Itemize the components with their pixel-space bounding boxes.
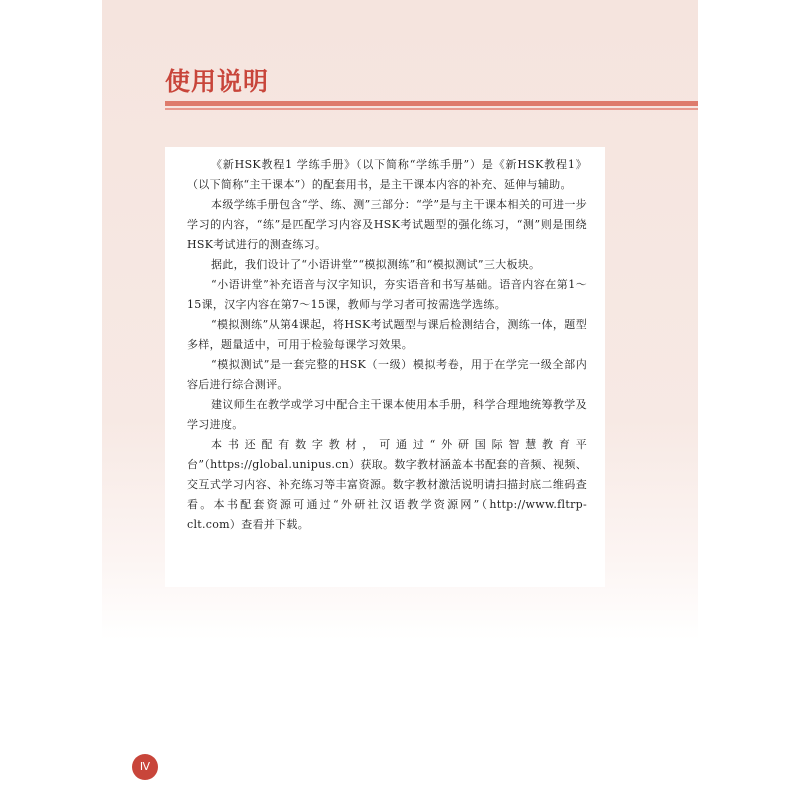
page-number-badge: Ⅳ (132, 754, 158, 780)
paragraph-intro: 《新HSK教程1 学练手册》（以下简称“学练手册”）是《新HSK教程1》（以下简称“主干课本”）的配套用书，是主干课本内容的补充、延伸与辅助。 (187, 158, 587, 191)
paragraph-lecture: “小语讲堂”补充语音与汉字知识，夯实语音和书写基础。语音内容在第1～15课，汉字内容在第7～15课，教师与学习者可按需选学选练。 (187, 278, 587, 311)
paragraph-digital: 本书还配有数字教材，可通过“外研国际智慧教育平台”（https://global.unipus.cn）获取。数字教材涵盖本书配套的音频、视频、交互式学习内容、补充练习等丰富资源。数字教材激活说明请扫描封底二维码查看。本书配套资源可通过“外研社汉语教学资源网”（http://www.fltrp-clt.com）查看并下载。 (187, 438, 587, 531)
paragraph-practice: “模拟测练”从第4课起，将HSK考试题型与课后检测结合，测练一体，题型多样，题量适中，可用于检验每课学习效果。 (187, 318, 587, 351)
paragraph-structure: 本级学练手册包含“学、练、测”三部分：“学”是与主干课本相关的可进一步学习的内容，“练”是匹配学习内容及HSK考试题型的强化练习，“测”则是围绕HSK考试进行的测查练习。 (187, 198, 587, 251)
paragraph-sections: 据此，我们设计了“小语讲堂”“模拟测练”和“模拟测试”三大板块。 (211, 258, 541, 271)
page-title: 使用说明 (165, 67, 270, 96)
paragraph-suggestion: 建议师生在教学或学习中配合主干课本使用本手册，科学合理地统筹教学及学习进度。 (187, 398, 587, 431)
title-underline-thin (165, 108, 698, 110)
title-underline-thick (165, 101, 698, 106)
instructions-box (165, 147, 605, 587)
paragraph-test: “模拟测试”是一套完整的HSK（一级）模拟考卷，用于在学完一级全部内容后进行综合测评。 (187, 358, 587, 391)
